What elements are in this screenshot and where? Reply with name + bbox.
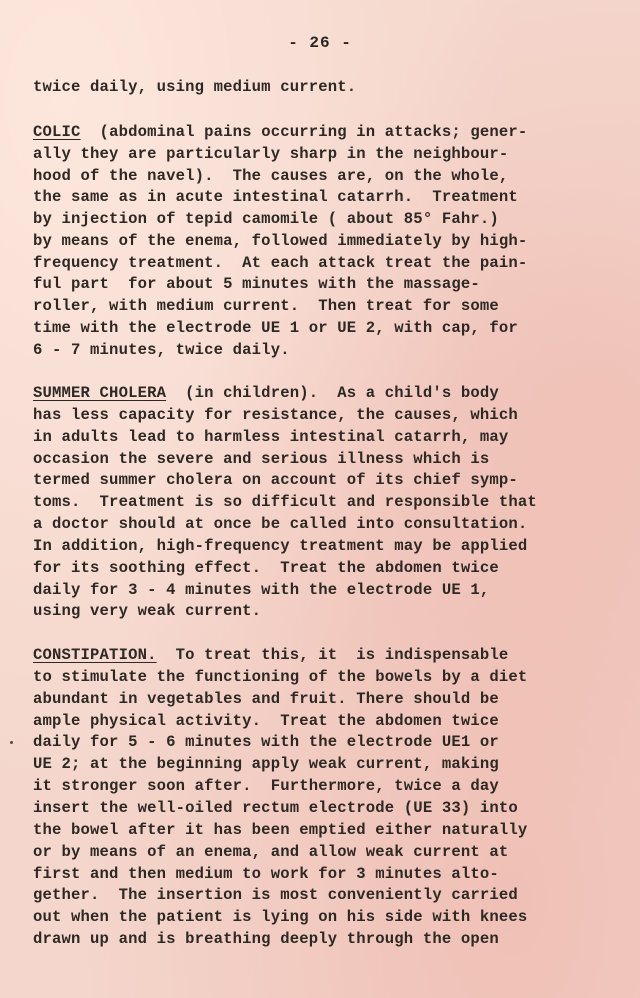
constipation-first-line — [33, 644, 508, 666]
summer-cholera-line: a doctor should at once be called into consultation. — [33, 515, 528, 533]
summer-cholera-line: using very weak current. — [33, 602, 262, 620]
constipation-line: daily for 5 - 6 minutes with the electrode UE1 or — [33, 733, 499, 751]
constipation-line: it stronger soon after. Furthermore, twice a day — [33, 777, 499, 795]
constipation-line: out when the patient is lying on his side with knees — [33, 908, 528, 926]
colic-first-line — [33, 121, 527, 143]
summer-cholera-heading: SUMMER CHOLERA — [33, 384, 167, 402]
intro-line: twice daily, using medium current. — [33, 78, 357, 96]
constipation-line: the bowel after it has been emptied either naturally — [33, 821, 528, 839]
constipation-line: to stimulate the functioning of the bowels by a diet — [33, 668, 528, 686]
summer-cholera-line: termed summer cholera on account of its chief symp- — [33, 471, 518, 489]
summer-cholera-line: (in children). As a child's body — [166, 384, 499, 402]
colic-line: 6 - 7 minutes, twice daily. — [33, 341, 290, 359]
constipation-line: abundant in vegetables and fruit. There should be — [33, 690, 499, 708]
summer-cholera-line: daily for 3 - 4 minutes with the electrode UE 1, — [33, 581, 490, 599]
constipation-line: drawn up and is breathing deeply through the open — [33, 930, 499, 948]
summer-cholera-line: In addition, high-frequency treatment may be applied — [33, 537, 528, 555]
page-number: - 26 - — [288, 34, 352, 52]
colic-line: the same as in acute intestinal catarrh. Treatment — [33, 188, 518, 206]
summer-cholera-first-line — [33, 382, 499, 404]
constipation-line: first and then medium to work for 3 minutes alto- — [33, 865, 499, 883]
constipation-heading: CONSTIPATION. — [33, 646, 157, 664]
colic-line: hood of the navel). The causes are, on the whole, — [33, 167, 509, 185]
colic-line: (abdominal pains occurring in attacks; gener- — [80, 123, 528, 141]
colic-heading: COLIC — [33, 123, 81, 141]
colic-line: ally they are particularly sharp in the neighbour- — [33, 145, 509, 163]
colic-line: ful part for about 5 minutes with the massage- — [33, 275, 480, 293]
colic-line: roller, with medium current. Then treat for some — [33, 297, 499, 315]
constipation-line: To treat this, it is indispensable — [156, 646, 509, 664]
constipation-line: or by means of an enema, and allow weak current at — [33, 843, 509, 861]
constipation-line: insert the well-oiled rectum electrode (UE 33) into — [33, 799, 518, 817]
summer-cholera-line: for its soothing effect. Treat the abdomen twice — [33, 559, 499, 577]
ink-speck — [10, 741, 13, 744]
colic-line: by means of the enema, followed immediately by high- — [33, 232, 528, 250]
summer-cholera-line: has less capacity for resistance, the causes, which — [33, 406, 518, 424]
summer-cholera-line: occasion the severe and serious illness which is — [33, 450, 490, 468]
constipation-line: gether. The insertion is most conveniently carried — [33, 886, 518, 904]
summer-cholera-line: toms. Treatment is so difficult and responsible that — [33, 493, 537, 511]
constipation-line: ample physical activity. Treat the abdomen twice — [33, 712, 499, 730]
colic-line: time with the electrode UE 1 or UE 2, with cap, for — [33, 319, 518, 337]
colic-line: by injection of tepid camomile ( about 85° Fahr.) — [33, 210, 499, 228]
colic-line: frequency treatment. At each attack treat the pain- — [33, 254, 528, 272]
summer-cholera-line: in adults lead to harmless intestinal catarrh, may — [33, 428, 509, 446]
constipation-line: UE 2; at the beginning apply weak current, making — [33, 755, 499, 773]
